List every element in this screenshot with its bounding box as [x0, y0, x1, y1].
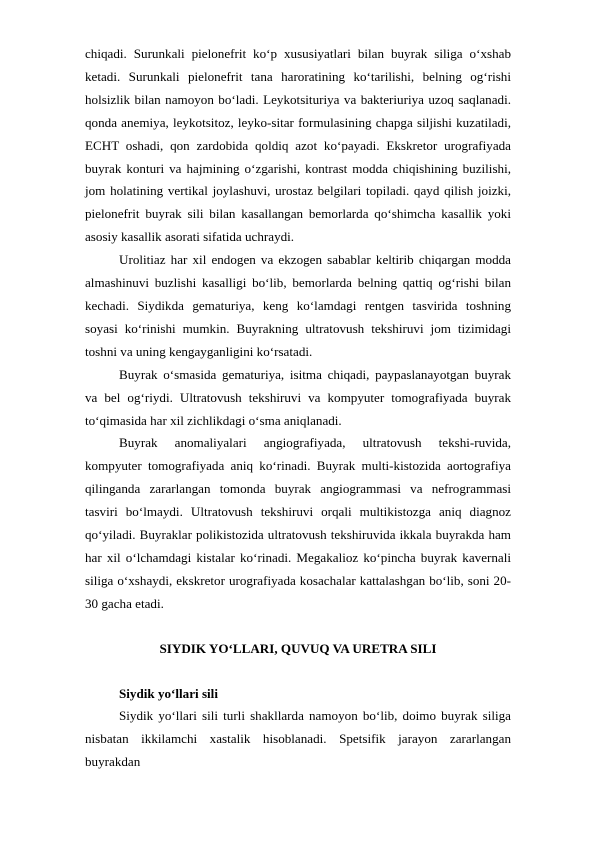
- document-page: [85, 43, 511, 774]
- paragraph-kidney-anomalies: Buyrak anomaliyalari angiografiyada, ultratovush tekshi-ruvida, kompyuter tomografiyada aniq ko‘rinadi. Buyrak multi-kistozida aortografiya qilinganda zararlangan tomonda buyrak angiogrammasi va nefrogrammasi tasviri bo‘lmaydi. Ultratovush tekshiruvi orqali multikistozga aniq diagnoz qo‘yiladi. Buyraklar polikistozida ultratovush tekshiruvida ikkala buyrakda ham har xil o‘lchamdagi kistalar ko‘rinadi. Megakalioz ko‘pincha buyrak kavernali siliga o‘xshaydi, ekskretor urografiyada kosachalar kattalashgan bo‘lib, soni 20-30 gacha etadi.: [85, 435, 511, 611]
- subsection-title: Siydik yo‘llari sili: [119, 685, 218, 701]
- paragraph-kidney-tumor: Buyrak o‘smasida gematuriya, isitma chiqadi, paypaslanayotgan buyrak va bel og‘riydi. Ultratovush tekshiruvi va kompyuter tomografiyada buyrak to‘qimasida har xil zichlikdagi o‘sma aniqlanadi.: [85, 366, 511, 428]
- paragraph-urolithiasis: Urolitiaz har xil endogen va ekzogen sabablar keltirib chiqargan modda almashinuvi buzlishi kasalligi bo‘lib, bemorlarda belning qattiq og‘rishi bilan kechadi. Siydikda gematuriya, keng ko‘lamdagi rentgen tasvirida toshning soyasi ko‘rinishi mumkin. Buyrakning ultratovush tekshiruvi jom tizimidagi toshni va uning kengayganligini ko‘rsatadi.: [85, 252, 511, 359]
- paragraph-pyelonephritis: chiqadi. Surunkali pielonefrit ko‘p xususiyatlari bilan buyrak siliga o‘xshab ketadi. Surunkali pielonefrit tana haroratining ko‘tarilishi, belning og‘rishi holsizlik bilan namoyon bo‘ladi. Leykotsituriya va bakteriuriya uzoq saqlanadi. qonda anemiya, leykotsitoz, leyko-sitar formulasining chapga siljishi kuzatiladi, ECHT oshadi, qon zardobida qoldiq azot ko‘payadi. Ekskretor urografiyada buyrak konturi va hajmining o‘zgarishi, kontrast modda chiqishining buzilishi, jom holatining vertikal joylashuvi, urostaz belgilari topiladi. qayd qilish joizki, pielonefrit buyrak sili bilan kasallangan bemorlarda qo‘shimcha kasallik yoki asosiy kasallik asorati sifatida uchraydi.: [85, 46, 511, 245]
- section-title: SIYDIK YO‘LLARI, QUVUQ VA URETRA SILI: [159, 640, 437, 656]
- paragraph-urinary-tract-tb: Siydik yo‘llari sili turli shakllarda namoyon bo‘lib, doimo buyrak siliga nisbatan ikkilamchi xastalik hisoblanadi. Spetsifik jarayon zararlangan buyrakdan: [85, 708, 511, 770]
